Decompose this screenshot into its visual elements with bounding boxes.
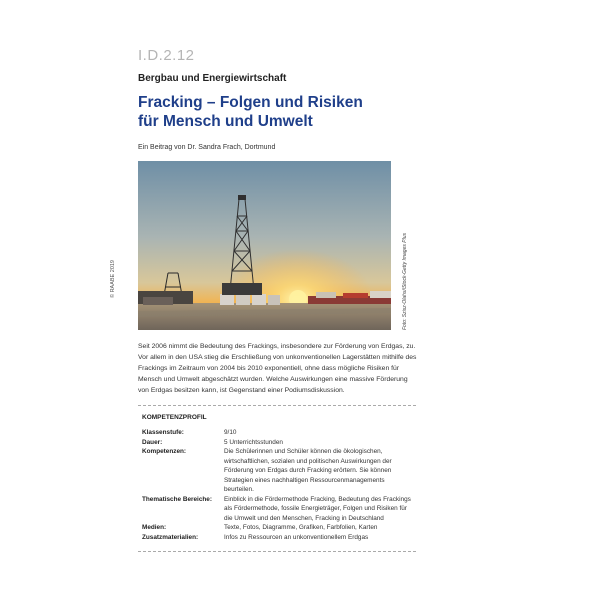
- chapter-code: I.D.2.12: [138, 47, 195, 64]
- profile-top-divider: [138, 405, 416, 406]
- profile-label: Thematische Bereiche:: [142, 495, 212, 503]
- profile-label: Klassenstufe:: [142, 429, 184, 436]
- profile-row: [142, 438, 412, 448]
- profile-value: Die Schülerinnen und Schüler können die ökologischen, wirtschaftlichen, sozialen und politischen Auswirkungen der Förderung von Erdgas durch Fracking erörtern. Sie können Strategien eines nachhaltigen Ressourcenmanagements beurteilen.: [224, 448, 392, 493]
- profile-label: Kompetenzen:: [142, 448, 187, 455]
- intro-paragraph: Seit 2006 nimmt die Bedeutung des Frackings, insbesondere zur Förderung von Erdgas, zu. Vor allem in den USA stieg die Erschließung von unkonventionellen Lagerstätten mithilfe des Frackings im Zeitraum von 2004 bis 2010 exponentiell, ohne dass mögliche Risiken für Mensch und Umwelt abgeschätzt wurden. Welche Auswirkungen eine massive Förderung von Erdgas besitzen kann, ist Gegenstand einer Podiumsdiskussion.: [138, 343, 417, 394]
- profile-value: Texte, Fotos, Diagramme, Grafiken, Farbfolien, Karten: [224, 524, 378, 531]
- profile-value: 9/10: [224, 429, 237, 436]
- author-line: Ein Beitrag von Dr. Sandra Frach, Dortmund: [138, 144, 276, 151]
- profile-row: [142, 533, 412, 543]
- profile-value: 5 Unterrichtsstunden: [224, 438, 283, 446]
- profile-label: Medien:: [142, 524, 167, 531]
- profile-label: Dauer:: [142, 438, 163, 446]
- profile-label: Zusatzmaterialien:: [142, 533, 199, 541]
- profile-value: Infos zu Ressourcen an unkonventionellem Erdgas: [224, 533, 369, 541]
- profile-row: [142, 428, 412, 438]
- competence-profile: [142, 414, 412, 542]
- photo-credit: Foto: Szisz-Olahs/iStock-Getty Images Plus: [402, 233, 408, 330]
- profile-title: KOMPETENZPROFIL: [142, 414, 207, 421]
- page-title: [138, 93, 363, 131]
- copyright-notice: © RAABE 2019: [110, 260, 116, 298]
- profile-row: [142, 495, 412, 524]
- section-heading: Bergbau und Energiewirtschaft: [138, 73, 287, 84]
- drilling-rig-photo: [138, 161, 391, 330]
- profile-bottom-divider: [138, 551, 416, 552]
- profile-value: Einblick in die Fördermethode Fracking, Bedeutung des Frackings als Fördermethode, fossile Energieträger, Folgen und Risiken für die Umwelt und den Menschen, Fracking in Deutschland: [224, 495, 411, 522]
- profile-row: [142, 523, 412, 533]
- title-line-2: für Mensch und Umwelt: [138, 113, 313, 130]
- title-line-1: Fracking – Folgen und Risiken: [138, 94, 363, 111]
- profile-row: [142, 447, 412, 495]
